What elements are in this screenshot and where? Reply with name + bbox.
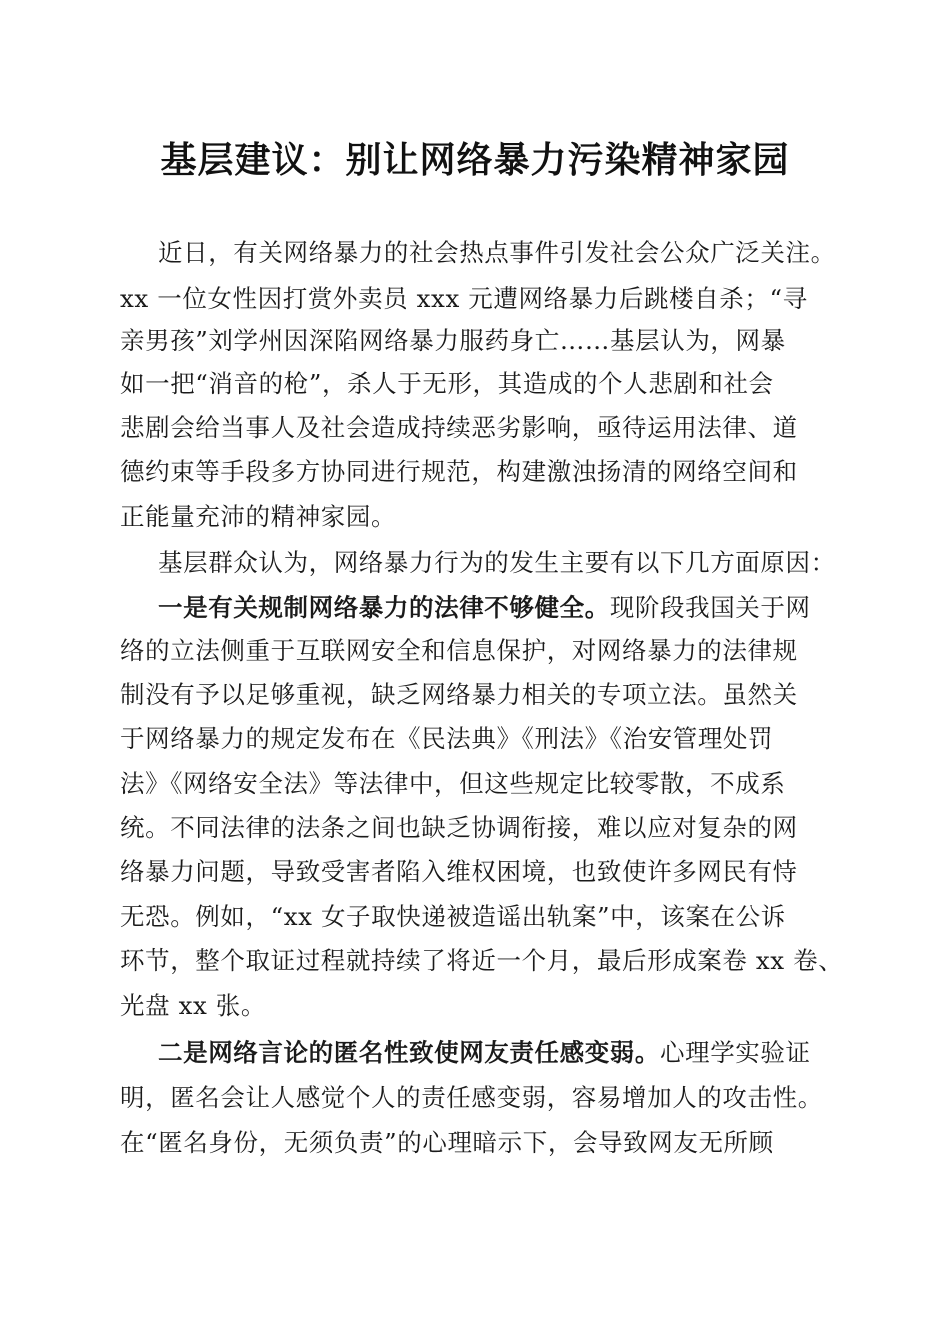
- paragraph-line: 亲男孩”刘学州因深陷网络暴力服药身亡……基层认为，网暴: [120, 326, 786, 355]
- paragraph-line: [158, 1036, 811, 1070]
- paragraph-line: 基层群众认为，网络暴力行为的发生主要有以下几方面原因：: [158, 548, 836, 577]
- paragraph-line: 如一把“消音的枪”，杀人于无形，其造成的个人悲剧和社会: [120, 369, 774, 398]
- paragraph-line: 络的立法侧重于互联网安全和信息保护，对网络暴力的法律规: [120, 636, 798, 665]
- bold-heading: 二是网络言论的匿名性致使网友责任感变弱。: [158, 1038, 660, 1067]
- paragraph-line: 于网络暴力的规定发布在《民法典》《刑法》《治安管理处罚: [120, 724, 774, 753]
- paragraph-line: 络暴力问题，导致受害者陷入维权困境，也致使许多网民有恃: [120, 857, 798, 886]
- paragraph-line: 无恐。例如，“xx 女子取快递被造谣出轨案”中，该案在公诉: [120, 902, 786, 931]
- paragraph-line: 悲剧会给当事人及社会造成持续恶劣影响，亟待运用法律、道: [120, 413, 798, 442]
- line-text: 心理学实验证: [660, 1038, 811, 1067]
- bold-heading: 一是有关规制网络暴力的法律不够健全。: [158, 593, 610, 622]
- paragraph-line: 在“匿名身份，无须负责”的心理暗示下，会导致网友无所顾: [120, 1128, 774, 1157]
- paragraph-line: 环节，整个取证过程就持续了将近一个月，最后形成案卷 xx 卷、: [120, 946, 844, 975]
- paragraph-line: 统。不同法律的法条之间也缺乏协调衔接，难以应对复杂的网: [120, 813, 798, 842]
- paragraph-line: 正能量充沛的精神家园。: [120, 502, 397, 531]
- paragraph-line: [158, 591, 811, 625]
- paragraph-line: 近日，有关网络暴力的社会热点事件引发社会公众广泛关注。: [158, 238, 836, 267]
- document-title: 基层建议：别让网络暴力污染精神家园: [160, 139, 790, 181]
- paragraph-line: 制没有予以足够重视，缺乏网络暴力相关的专项立法。虽然关: [120, 680, 798, 709]
- paragraph-line: 法》《网络安全法》等法律中，但这些规定比较零散，不成系: [120, 769, 786, 798]
- paragraph-line: 光盘 xx 张。: [120, 991, 267, 1020]
- paragraph-line: 德约束等手段多方协同进行规范，构建激浊扬清的网络空间和: [120, 457, 798, 486]
- paragraph-line: xx 一位女性因打赏外卖员 xxx 元遭网络暴力后跳楼自杀；“寻: [120, 284, 808, 313]
- paragraph-line: 明，匿名会让人感觉个人的责任感变弱，容易增加人的攻击性。: [120, 1083, 823, 1112]
- line-text: 现阶段我国关于网: [609, 593, 811, 622]
